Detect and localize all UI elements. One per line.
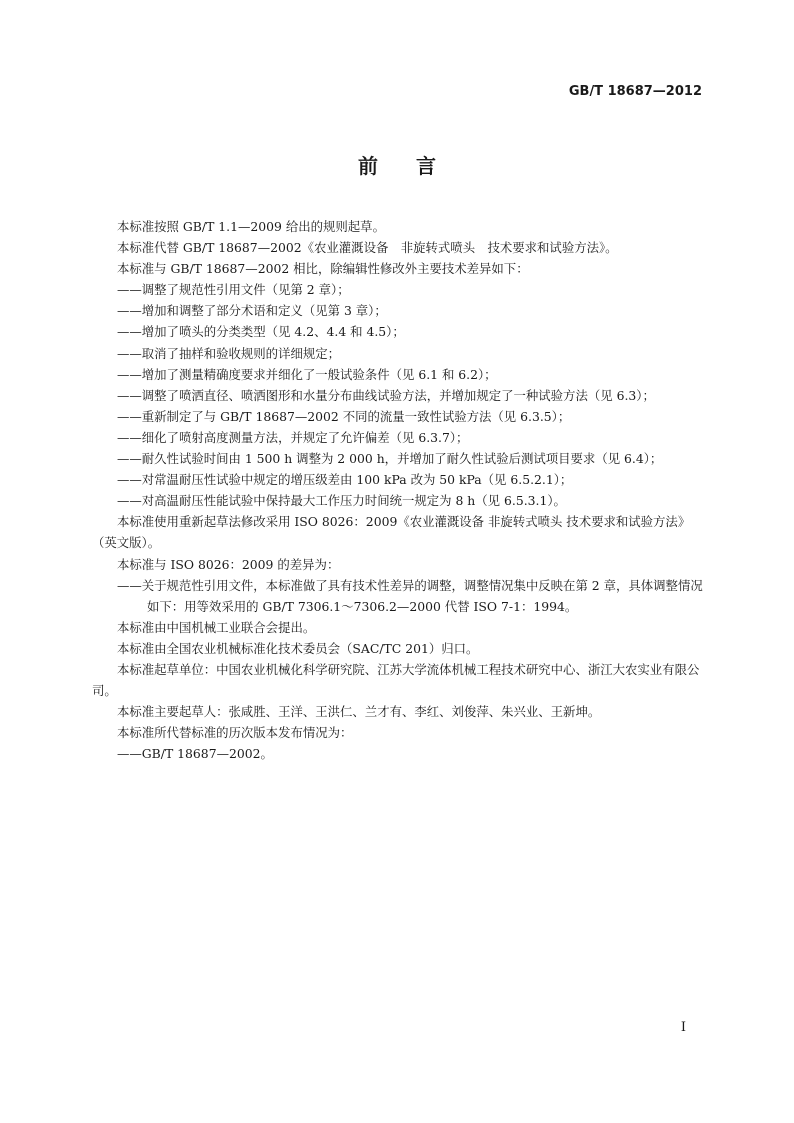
- paragraph: 本标准所代替标准的历次版本发布情况为：: [117, 725, 353, 741]
- paragraph: 本标准代替 GB/T 18687—2002《农业灌溉设备 非旋转式喷头 技术要求和试验方法》。: [117, 240, 618, 256]
- paragraph: 本标准起草单位：中国农业机械化科学研究院、江苏大学流体机械工程技术研究中心、浙江大农实业有限公司。: [92, 661, 700, 699]
- list-item: ——调整了规范性引用文件（见第 2 章）；: [117, 282, 350, 298]
- list-item: ——细化了喷射高度测量方法，并规定了允许偏差（见 6.3.7）；: [117, 429, 469, 445]
- standard-number: GB/T 18687—2012: [568, 84, 702, 99]
- foreword-body: [92, 216, 704, 764]
- list-item: ——关于规范性引用文件，本标准做了具有技术性差异的调整，调整情况集中反映在第 2 章，具体调整情况如下：用等效采用的 GB/T 7306.1～7306.2—2000 代替 ISO 7-1：1994。: [117, 577, 703, 614]
- list-item: ——增加和调整了部分术语和定义（见第 3 章）；: [117, 303, 387, 319]
- paragraph: 本标准与 GB/T 18687—2002 相比，除编辑性修改外主要技术差异如下：: [117, 261, 529, 277]
- page-number: I: [680, 1020, 686, 1035]
- page-title: 前言: [358, 154, 474, 178]
- paragraph: 本标准按照 GB/T 1.1—2009 给出的规则起草。: [117, 219, 385, 234]
- paragraph: 本标准由全国农业机械标准化技术委员会（SAC/TC 201）归口。: [117, 640, 479, 656]
- list-item: ——增加了喷头的分类类型（见 4.2、4.4 和 4.5）；: [117, 324, 405, 340]
- paragraph: 本标准使用重新起草法修改采用 ISO 8026：2009《农业灌溉设备 非旋转式喷头 技术要求和试验方法》（英文版）。: [92, 514, 691, 551]
- list-item: ——对高温耐压性能试验中保持最大工作压力时间统一规定为 8 h（见 6.5.3.1）。: [117, 493, 566, 509]
- paragraph: 本标准与 ISO 8026：2009 的差异为：: [117, 556, 340, 572]
- list-item: ——GB/T 18687—2002。: [117, 746, 273, 762]
- list-item: ——重新制定了与 GB/T 18687—2002 不同的流量一致性试验方法（见 6.3.5）；: [117, 408, 571, 424]
- paragraph: 本标准主要起草人：张咸胜、王洋、王洪仁、兰才有、李红、刘俊萍、朱兴业、王新坤。: [117, 704, 601, 720]
- list-item: ——调整了喷洒直径、喷洒图形和水量分布曲线试验方法，并增加规定了一种试验方法（见 6.3）；: [117, 387, 655, 403]
- list-item: ——增加了测量精确度要求并细化了一般试验条件（见 6.1 和 6.2）；: [117, 366, 497, 382]
- paragraph: 本标准由中国机械工业联合会提出。: [117, 619, 316, 635]
- list-item: ——对常温耐压性试验中规定的增压级差由 100 kPa 改为 50 kPa（见 6.5.2.1）；: [117, 472, 573, 488]
- list-item: ——取消了抽样和验收规则的详细规定；: [117, 345, 341, 361]
- list-item: ——耐久性试验时间由 1 500 h 调整为 2 000 h，并增加了耐久性试验后测试项目要求（见 6.4）；: [117, 451, 663, 467]
